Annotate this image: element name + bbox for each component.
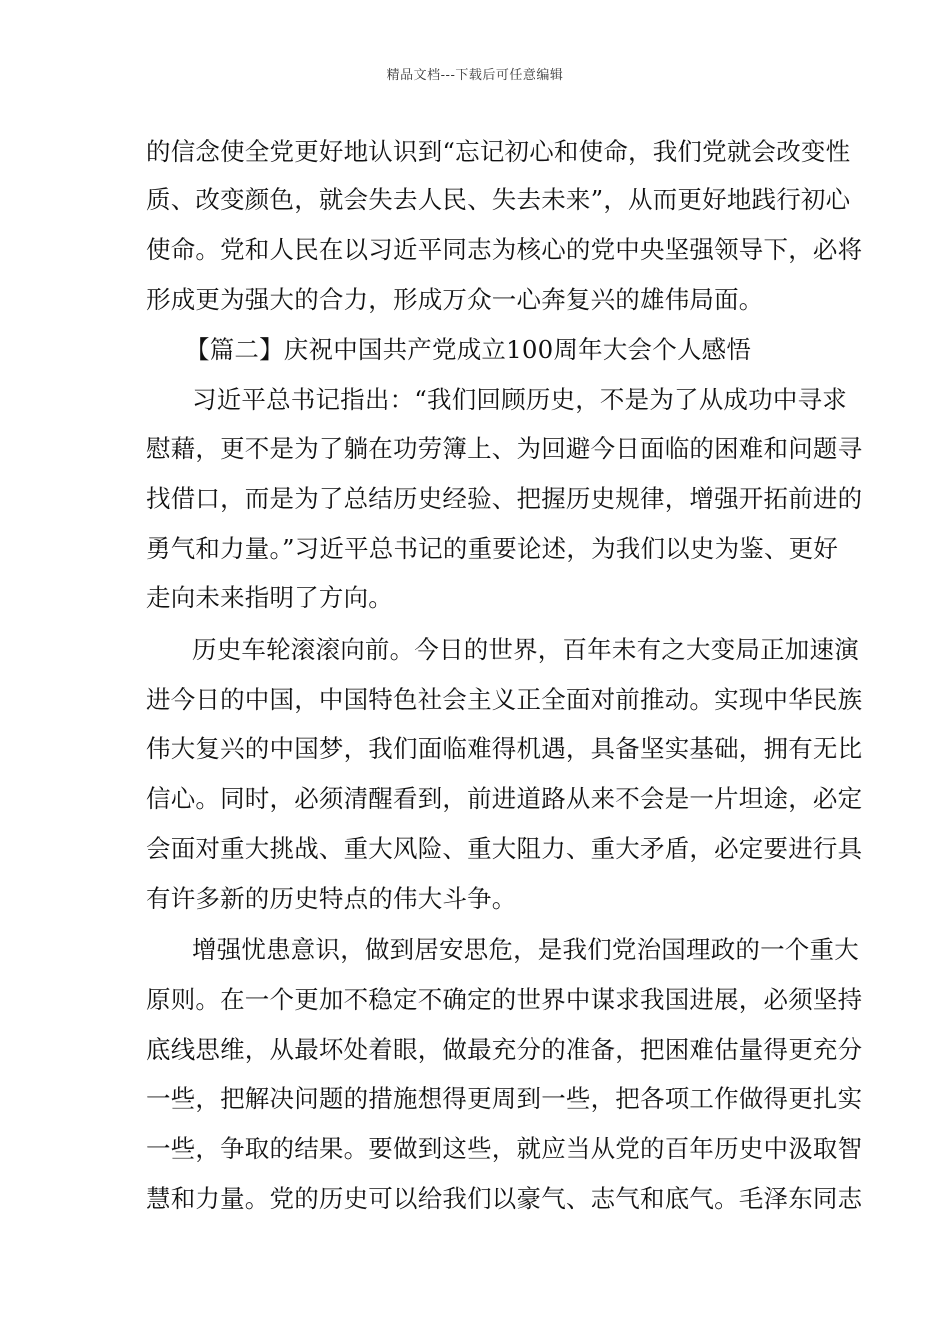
body-line: 历史车轮滚滚向前。今日的世界，百年未有之大变局正加速演 [192, 635, 859, 664]
section-heading: 【篇二】庆祝中国共产党成立100周年大会个人感悟 [185, 335, 752, 364]
body-line: 增强忧患意识，做到居安思危，是我们党治国理政的一个重大 [192, 935, 859, 964]
body-line: 勇气和力量。”习近平总书记的重要论述，为我们以史为鉴、更好 [146, 534, 839, 563]
body-line: 使命。党和人民在以习近平同志为核心的党中央坚强领导下，必将 [146, 235, 863, 264]
body-line: 底线思维，从最坏处着眼，做最充分的准备，把困难估量得更充分 [146, 1035, 863, 1064]
page-header: 精品文档---下载后可任意编辑 [386, 68, 564, 83]
body-line: 形成更为强大的合力，形成万众一心奔复兴的雄伟局面。 [146, 285, 764, 314]
body-line: 的信念使全党更好地认识到“忘记初心和使命，我们党就会改变性 [146, 137, 851, 166]
body-line: 习近平总书记指出：“我们回顾历史，不是为了从成功中寻求 [192, 385, 847, 414]
body-line: 走向未来指明了方向。 [146, 583, 393, 612]
body-line: 有许多新的历史特点的伟大斗争。 [146, 884, 517, 913]
body-line: 找借口，而是为了总结历史经验、把握历史规律，增强开拓前进的 [146, 484, 863, 513]
body-line: 质、改变颜色，就会失去人民、失去未来”，从而更好地践行初心 [146, 185, 851, 214]
body-line: 信心。同时，必须清醒看到，前进道路从来不会是一片坦途，必定 [146, 784, 863, 813]
body-line: 进今日的中国，中国特色社会主义正全面对前推动。实现中华民族 [146, 685, 863, 714]
body-line: 慧和力量。党的历史可以给我们以豪气、志气和底气。毛泽东同志 [146, 1184, 863, 1213]
body-line: 一些，争取的结果。要做到这些，就应当从党的百年历史中汲取智 [146, 1134, 863, 1163]
body-line: 伟大复兴的中国梦，我们面临难得机遇，具备坚实基础，拥有无比 [146, 734, 863, 763]
body-line: 会面对重大挑战、重大风险、重大阻力、重大矛盾，必定要进行具 [146, 834, 863, 863]
body-line: 一些，把解决问题的措施想得更周到一些，把各项工作做得更扎实 [146, 1084, 863, 1113]
body-line: 慰藉，更不是为了躺在功劳簿上、为回避今日面临的困难和问题寻 [146, 434, 863, 463]
body-line: 原则。在一个更加不稳定不确定的世界中谋求我国进展，必须坚持 [146, 985, 863, 1014]
